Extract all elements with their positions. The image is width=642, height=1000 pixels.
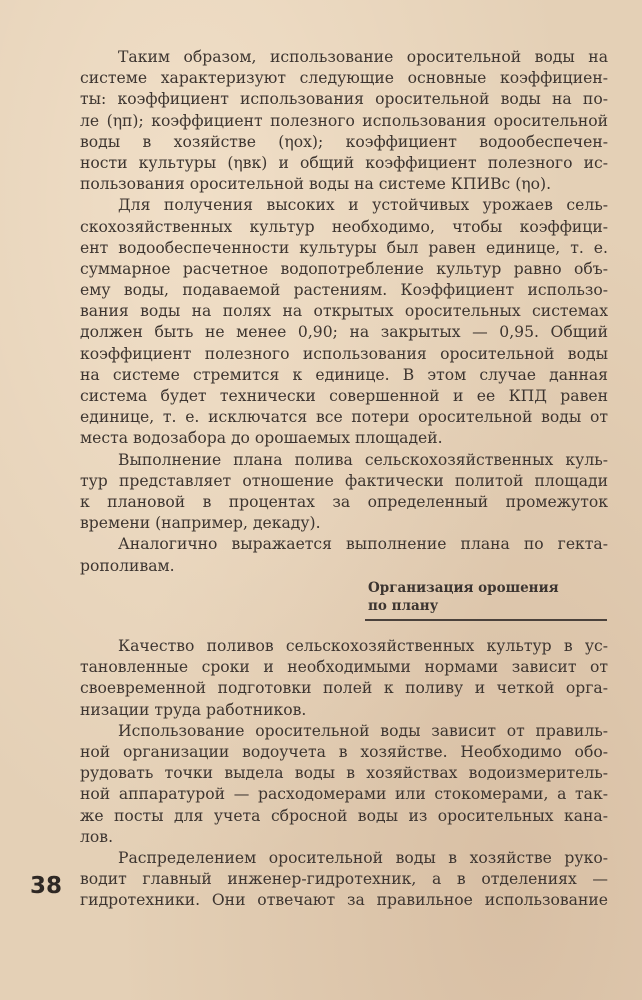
text-line: коэффициент полезного использования оросительной воды — [80, 344, 608, 363]
text-line: рополивам. — [80, 556, 175, 575]
text-line: времени (например, декаду). — [80, 514, 321, 533]
text-line: тур представляет отношение фактически политой площади — [80, 471, 608, 490]
text-line: на системе стремится к единице. В этом случае данная — [80, 365, 608, 384]
text-line: Таким образом, использование оросительной воды на — [118, 48, 608, 66]
text-line: тановленные сроки и необходимыми нормами зависит от — [80, 658, 608, 677]
text-line: ты: коэффициент использования оросительной воды на по- — [80, 90, 608, 109]
text-line: суммарное расчетное водопотребление культур равно объ- — [80, 259, 608, 278]
section-heading — [368, 579, 606, 615]
text-line: единице, т. е. исключатся все потери оросительной воды от — [80, 408, 608, 427]
text-line: ной организации водоучета в хозяйстве. Необходимо обо- — [80, 742, 608, 761]
text-line: к плановой в процентах за определенный промежуток — [80, 492, 608, 511]
text-line: Аналогично выражается выполнение плана по гекта- — [118, 535, 608, 554]
text-line: рудовать точки выдела воды в хозяйствах водоизмеритель- — [80, 764, 608, 783]
text-line: Распределением оросительной воды в хозяйстве руко- — [118, 848, 608, 867]
page-number: 38 — [30, 873, 63, 899]
text-line: Выполнение плана полива сельскохозяйственных куль- — [118, 450, 608, 469]
text-line: низации труда работников. — [80, 700, 307, 719]
text-line: водит главный инженер-гидротехник, а в отделениях — — [80, 870, 608, 889]
text-line: пользования оросительной воды на системе КПИВс (ηо). — [80, 175, 552, 194]
body-text-bottom — [80, 636, 608, 911]
text-line: Качество поливов сельскохозяйственных культур в ус- — [118, 637, 608, 655]
text-line: должен быть не менее 0,90; на закрытых — 0,95. Общий — [80, 323, 608, 342]
text-line: лов. — [80, 827, 114, 846]
text-line: системе характеризуют следующие основные коэффициен- — [80, 69, 608, 88]
text-line: ему воды, подаваемой растениям. Коэффициент использо- — [80, 281, 608, 300]
text-line: ной аппаратурой — расходомерами или стокомерами, а так- — [80, 785, 608, 804]
heading-underline-rule — [365, 619, 607, 621]
text-line: ле (ηп); коэффициент полезного использования оросительной — [80, 111, 608, 130]
text-line: Использование оросительной воды зависит от правиль- — [118, 721, 608, 740]
body-text-top — [80, 47, 608, 577]
text-line: места водозабора до орошаемых площадей. — [80, 429, 443, 448]
text-line: воды в хозяйстве (ηох); коэффициент водообеспечен- — [80, 132, 608, 151]
text-line: система будет технически совершенной и ее КПД равен — [80, 387, 608, 405]
text-line: ности культуры (ηвк) и общий коэффициент полезного ис- — [80, 153, 608, 172]
text-line: своевременной подготовки полей к поливу и четкой орга- — [80, 679, 608, 698]
text-line: вания воды на полях на открытых оросительных системах — [80, 302, 608, 321]
text-line: ент водообеспеченности культуры был равен единице, т. е. — [80, 238, 608, 257]
text-line: же посты для учета сбросной воды из оросительных кана- — [80, 806, 608, 825]
text-line: Для получения высоких и устойчивых урожаев сель- — [118, 196, 608, 215]
section-heading-line-2: по плану — [368, 598, 439, 614]
text-line: скохозяйственных культур необходимо, чтобы коэффици- — [80, 217, 608, 236]
text-line: гидротехники. Они отвечают за правильное использование — [80, 891, 608, 910]
section-heading-line-1: Организация орошения — [368, 580, 559, 596]
